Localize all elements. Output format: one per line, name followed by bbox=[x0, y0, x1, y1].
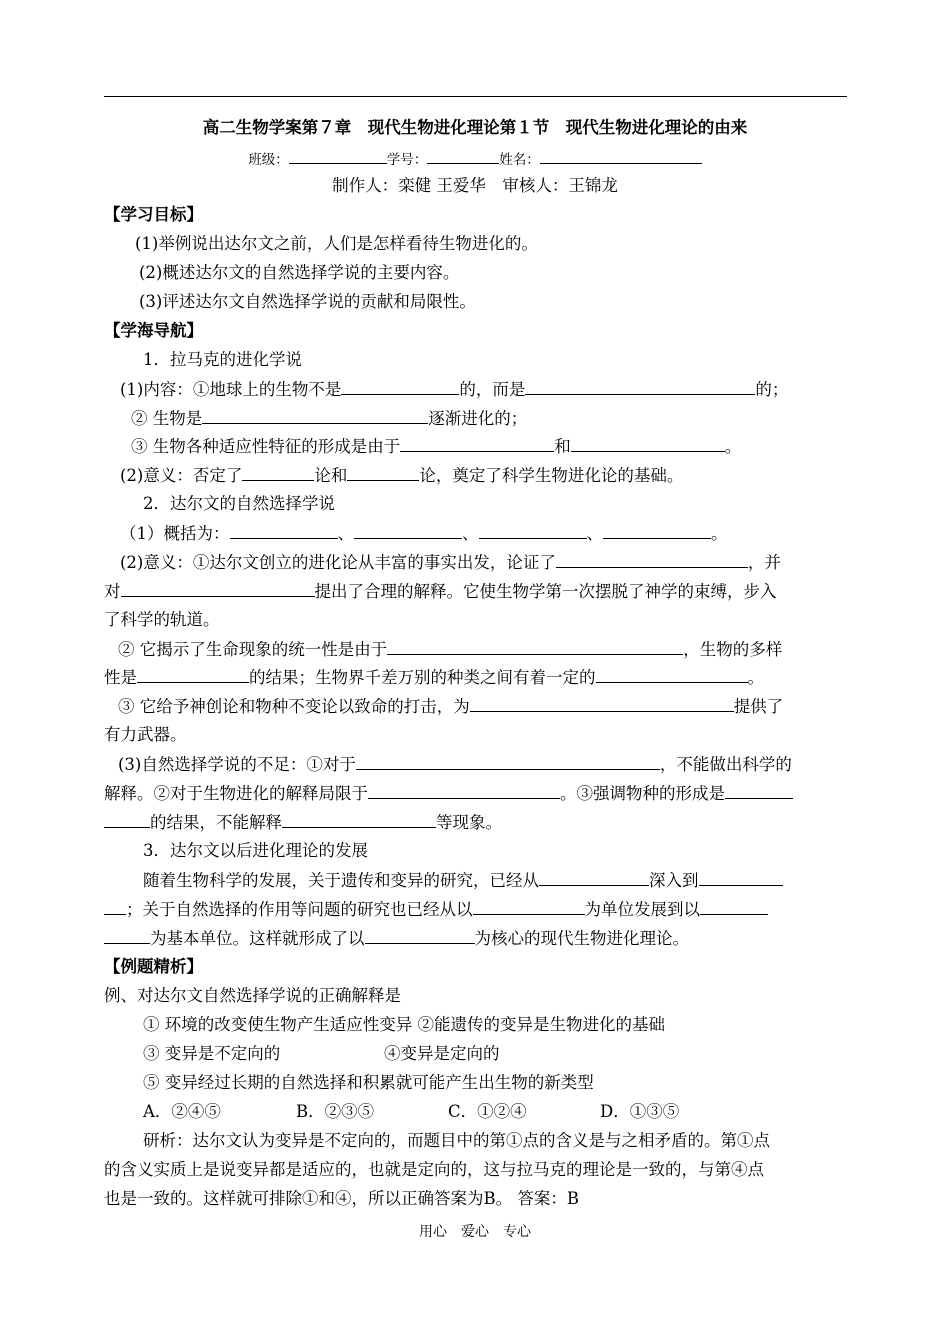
section-3-title: 3．达尔文以后进化理论的发展 bbox=[143, 841, 368, 860]
goal-item: (2)概述达尔文的自然选择学说的主要内容。 bbox=[139, 263, 460, 282]
header-rule bbox=[104, 96, 847, 97]
blank[interactable] bbox=[470, 696, 734, 712]
analysis-line: 的含义实质上是说变异都是适应的，也就是定向的，这与拉马克的理论是一致的，与第④点 bbox=[104, 1160, 764, 1179]
blank[interactable] bbox=[347, 465, 419, 481]
blank[interactable] bbox=[282, 812, 436, 828]
blank[interactable] bbox=[387, 639, 683, 655]
blank[interactable] bbox=[104, 812, 150, 828]
guide-heading: 【学海导航】 bbox=[104, 321, 203, 340]
blank[interactable] bbox=[242, 465, 314, 481]
option-c: C．①②④ bbox=[448, 1102, 527, 1121]
statement-line: ⑤ 变异经过长期的自然选择和积累就可能产生出生物的新类型 bbox=[143, 1073, 594, 1092]
blank[interactable] bbox=[104, 899, 126, 915]
modern-theory-line: ；关于自然选择的作用等问题的研究也已经从以 为单位发展到以 bbox=[104, 899, 768, 920]
blank[interactable] bbox=[700, 899, 768, 915]
student-info-line bbox=[0, 148, 950, 170]
class-blank[interactable] bbox=[289, 148, 387, 164]
blank[interactable] bbox=[354, 523, 462, 539]
number-label: 学号： bbox=[386, 152, 428, 168]
blank[interactable] bbox=[356, 754, 660, 770]
darwin-limit-line: (3)自然选择学说的不足：①对于 ，不能做出科学的 bbox=[118, 755, 792, 774]
example-question: 例、对达尔文自然选择学说的正确解释是 bbox=[104, 986, 401, 1005]
modern-theory-line: 为基本单位。这样就形成了以 为核心的现代生物进化理论。 bbox=[104, 928, 689, 949]
option-b: B．②③⑤ bbox=[296, 1102, 375, 1121]
modern-theory-line: 随着生物科学的发展，关于遗传和变异的研究，已经从 深入到 bbox=[143, 870, 783, 891]
blank[interactable] bbox=[368, 783, 560, 799]
darwin-limit-line: 解释。②对于生物进化的解释局限于 。③强调物种的形成是 bbox=[104, 783, 793, 804]
blank[interactable] bbox=[479, 523, 587, 539]
blank[interactable] bbox=[202, 408, 428, 424]
goal-item: (3)评述达尔文自然选择学说的贡献和局限性。 bbox=[139, 292, 476, 311]
option-d: D．①③⑤ bbox=[600, 1102, 680, 1121]
darwin-meaning-line: 对 提出了合理的解释。它使生物学第一次摆脱了神学的束缚，步入 bbox=[104, 582, 777, 601]
name-blank[interactable] bbox=[540, 148, 702, 164]
lamarck-content-line: ② 生物是 逐渐进化的； bbox=[131, 409, 528, 428]
statement-line: ① 环境的改变使生物产生适应性变异 ②能遗传的变异是生物进化的基础 bbox=[143, 1015, 665, 1034]
blank[interactable] bbox=[400, 436, 554, 452]
class-label: 班级： bbox=[248, 152, 289, 168]
blank[interactable] bbox=[539, 870, 649, 886]
darwin-meaning-line: ② 它揭示了生命现象的统一性是由于 ，生物的多样 bbox=[118, 640, 783, 659]
blank[interactable] bbox=[556, 552, 748, 568]
darwin-meaning-line: (2)意义：①达尔文创立的进化论从丰富的事实出发，论证了 ，并 bbox=[120, 553, 781, 572]
statement-line: ③ 变异是不定向的 bbox=[143, 1044, 281, 1063]
blank[interactable] bbox=[104, 928, 150, 944]
name-label: 姓名： bbox=[499, 152, 540, 168]
authors-line: 制作人：栾健 王爱华 审核人：王锦龙 bbox=[332, 176, 618, 195]
goals-heading: 【学习目标】 bbox=[104, 205, 203, 224]
darwin-meaning-line: 了科学的轨道。 bbox=[104, 610, 220, 629]
blank[interactable] bbox=[137, 667, 249, 683]
goal-item: (1)举例说出达尔文之前，人们是怎样看待生物进化的。 bbox=[135, 234, 538, 253]
number-blank[interactable] bbox=[427, 148, 499, 164]
statement-line: ④变异是定向的 bbox=[384, 1044, 500, 1063]
blank[interactable] bbox=[525, 379, 755, 395]
lamarck-meaning-line: (2)意义：否定了 论和 论，奠定了科学生物进化论的基础。 bbox=[120, 466, 684, 485]
blank[interactable] bbox=[571, 436, 725, 452]
blank[interactable] bbox=[341, 379, 459, 395]
blank[interactable] bbox=[603, 523, 711, 539]
lamarck-content-line: ③ 生物各种适应性特征的形成是由于 和 。 bbox=[131, 437, 742, 456]
darwin-meaning-line: 有力武器。 bbox=[104, 725, 187, 744]
darwin-summary-line: （1）概括为： 、 、 、 。 bbox=[120, 524, 728, 543]
darwin-meaning-line: ③ 它给予神创论和物种不变论以致命的打击，为 提供了 bbox=[118, 697, 784, 716]
blank[interactable] bbox=[230, 523, 338, 539]
analysis-line: 研析：达尔文认为变异是不定向的，而题目中的第①点的含义是与之相矛盾的。第①点 bbox=[143, 1131, 770, 1150]
blank[interactable] bbox=[121, 581, 315, 597]
darwin-meaning-line: 性是 的结果；生物界千差万别的种类之间有着一定的 。 bbox=[104, 668, 764, 687]
section-2-title: 2．达尔文的自然选择学说 bbox=[143, 494, 335, 513]
blank[interactable] bbox=[699, 870, 783, 886]
lamarck-content-line: (1)内容：①地球上的生物不是 的，而是 的； bbox=[120, 380, 789, 399]
page-title: 高二生物学案第７章 现代生物进化理论第１节 现代生物进化理论的由来 bbox=[202, 118, 748, 137]
blank[interactable] bbox=[473, 899, 585, 915]
blank[interactable] bbox=[596, 667, 748, 683]
example-heading: 【例题精析】 bbox=[104, 957, 203, 976]
section-1-title: 1．拉马克的进化学说 bbox=[143, 350, 302, 369]
blank[interactable] bbox=[365, 928, 475, 944]
blank[interactable] bbox=[725, 783, 793, 799]
option-a: A．②④⑤ bbox=[143, 1102, 221, 1121]
page-footer: 用心 爱心 专心 bbox=[419, 1224, 531, 1240]
darwin-limit-line: 的结果，不能解释 等现象。 bbox=[104, 812, 502, 833]
analysis-line: 也是一致的。这样就可排除①和④，所以正确答案为B。 答案：B bbox=[104, 1189, 579, 1208]
